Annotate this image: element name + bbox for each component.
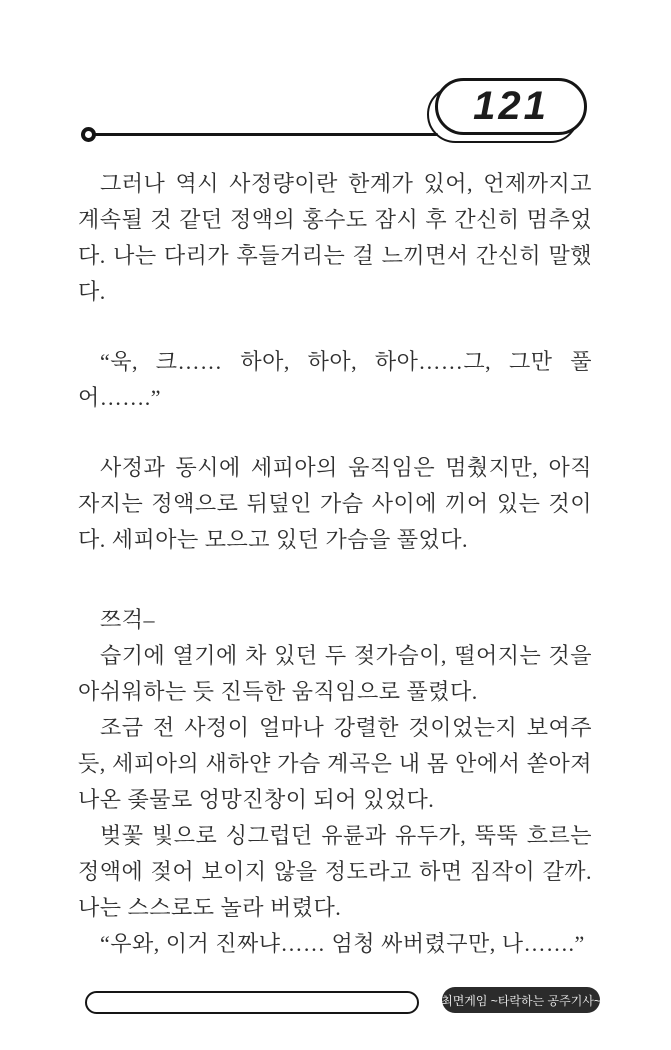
body-paragraph: 사정과 동시에 세피아의 움직임은 멈췄지만, 아직 자지는 정액으로 뒤덮인 가슴 사이에 끼어 있는 것이다. 세피아는 모으고 있던 가슴을 풀었다. xyxy=(78,455,592,552)
page-number: 121 xyxy=(435,78,587,135)
body-paragraph: 벚꽃 빛으로 싱그럽던 유륜과 유두가, 뚝뚝 흐르는 정액에 젖어 보이지 않을 정도라고 하면 짐작이 갈까. 나는 스스로도 놀라 버렸다. xyxy=(78,823,592,920)
series-title-badge: 최면게임 ~타락하는 공주기사~ xyxy=(442,987,600,1013)
header-rule-line xyxy=(93,133,438,136)
text-column xyxy=(78,150,592,962)
dialogue-line: “욱, 크…… 하아, 하아, 하아……그, 그만 풀어…….” xyxy=(78,349,592,410)
footer-pill xyxy=(85,991,419,1014)
sfx-line: 쯔걱– xyxy=(100,607,156,632)
body-paragraph: 습기에 열기에 차 있던 두 젖가슴이, 떨어지는 것을 아쉬워하는 듯 진득한 움직임으로 풀렸다. xyxy=(78,643,592,704)
page-number-badge xyxy=(427,78,590,148)
body-paragraph: 조금 전 사정이 얼마나 강렬한 것이었는지 보여주듯, 세피아의 새하얀 가슴 계곡은 내 몸 안에서 쏟아져 나온 좆물로 엉망진창이 되어 있었다. xyxy=(78,715,592,812)
dialogue-line: “우와, 이거 진짜냐…… 엄청 싸버렸구만, 나…….” xyxy=(100,931,585,956)
body-paragraph: 그러나 역시 사정량이란 한계가 있어, 언제까지고 계속될 것 같던 정액의 홍수도 잠시 후 간신히 멈추었다. 나는 다리가 후들거리는 걸 느끼면서 간신히 말했다. xyxy=(78,171,592,304)
